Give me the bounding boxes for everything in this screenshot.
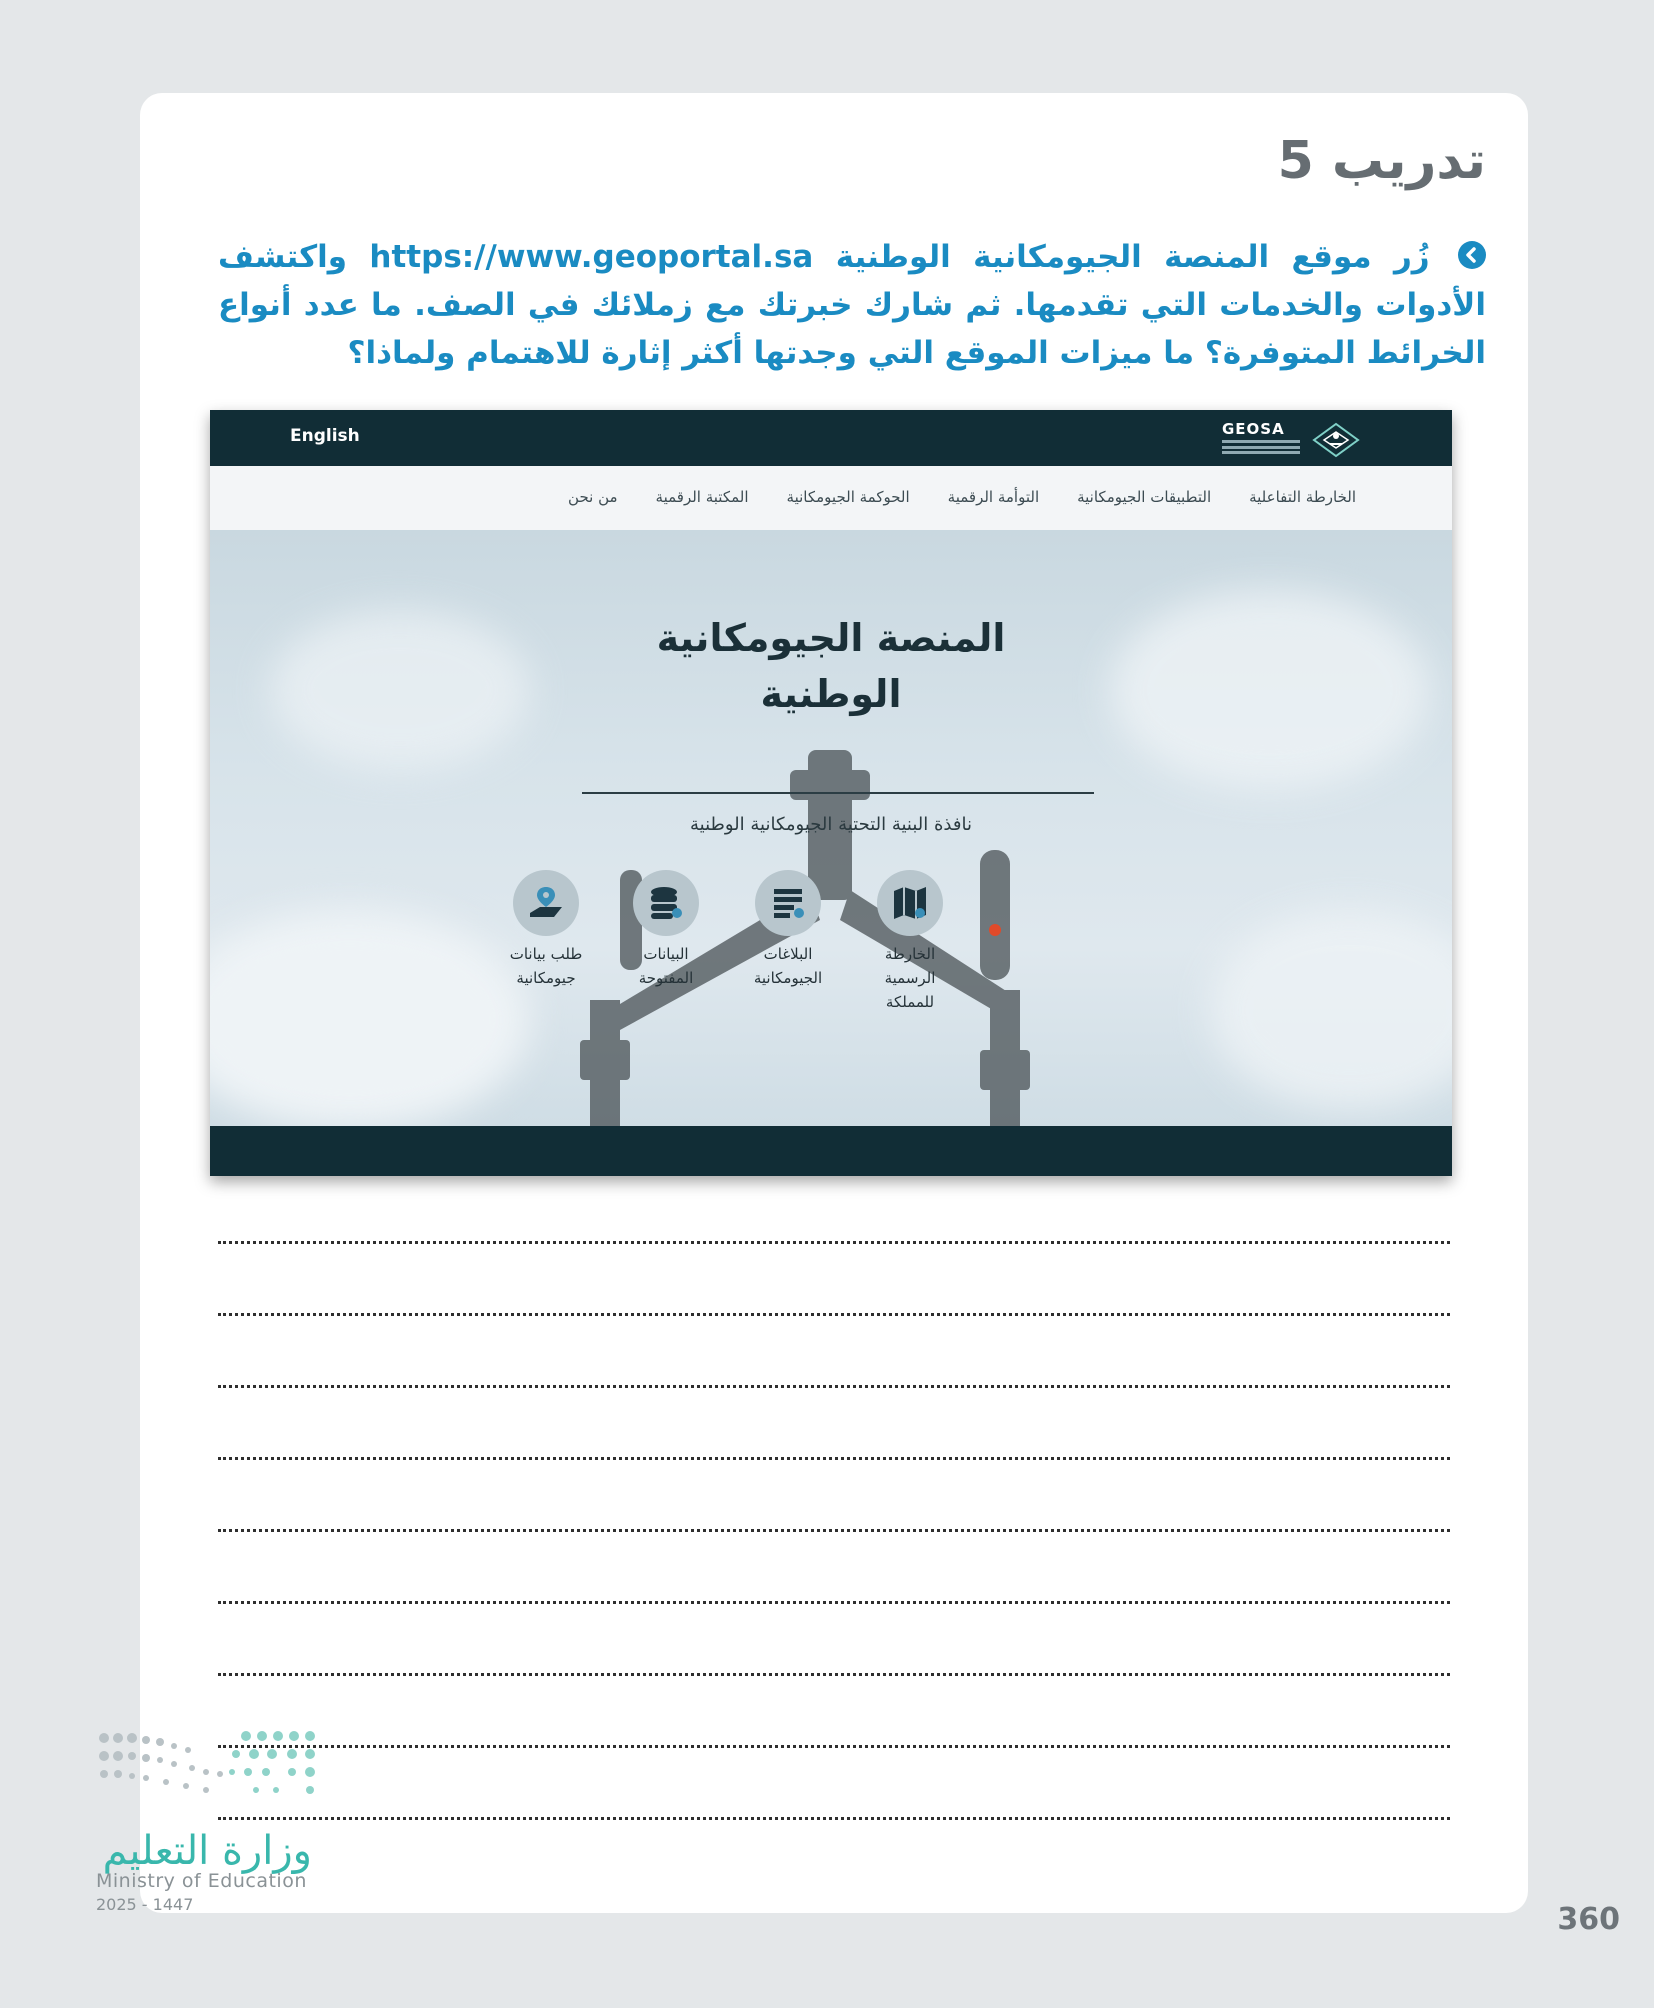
location-pin-icon [513,870,579,936]
nav-list [568,488,1356,506]
hero-title-line1: المنصة الجيومكانية [656,616,1006,660]
service-label-line2: جيومكانية [516,969,576,987]
hero-divider [582,792,1094,794]
service-open-data[interactable] [606,870,726,990]
service-geo-reports[interactable] [728,870,848,990]
service-geo-data-request[interactable] [486,870,606,990]
service-label-line2: المفتوحة [638,969,694,987]
map-icon [877,870,943,936]
site-navbar [210,466,1452,530]
service-label-line1: طلب بيانات [509,945,583,963]
ministry-of-education-logo [96,1728,326,1914]
ministry-name-english: Ministry of Education [96,1870,307,1892]
question-url: https://www.geoportal.sa [369,239,814,275]
hero-title [210,610,1452,722]
site-footer-bar [210,1126,1452,1176]
chevron-left-bullet-icon [1458,241,1486,269]
answer-line[interactable] [218,1601,1450,1604]
page-number: 360 [1557,1902,1620,1937]
service-label-line1: البلاغات [763,945,813,963]
nav-item-geospatial-governance[interactable]: الحوكمة الجيومكانية [786,488,910,506]
geosa-logo-subtext-lines [1222,440,1300,443]
exercise-question [218,233,1486,377]
nav-item-about-us[interactable]: من نحن [568,488,618,506]
question-text-part2: واكتشف الأدوات والخدمات التي تقدمها. ثم شارك خبرتك مع زملائك في الصف. ما عدد أنواع الخرائط المتوفرة؟ ما ميزات الموقع التي وجدتها أكثر إثارة للاهتمام ولماذا؟ [218,239,1486,371]
cloud-decoration [210,910,530,1130]
report-list-icon [755,870,821,936]
hero-subtitle: نافذة البنية التحتية الجيومكانية الوطنية [690,814,972,835]
question-text-part1: زُر موقع المنصة الجيومكانية الوطنية [835,239,1430,275]
geoportal-screenshot [210,410,1452,1176]
answer-line[interactable] [218,1385,1450,1388]
hero-section [210,530,1452,1126]
cloud-decoration [1210,910,1452,1110]
service-label-line2: الرسمية [884,969,936,987]
geosa-logo-text: GEOSA [1222,420,1285,438]
database-icon [633,870,699,936]
answer-line[interactable] [218,1817,1450,1820]
exercise-heading: تدريب 5 [1277,131,1486,191]
service-label-line1: الخارطة [884,945,936,963]
answer-line[interactable] [218,1457,1450,1460]
site-topbar [210,410,1452,466]
language-switch-link[interactable]: English [290,426,360,446]
ministry-dots-logo-icon [96,1728,326,1818]
geosa-logo[interactable] [1222,418,1362,462]
nav-item-digital-twin[interactable]: التوأمة الرقمية [947,488,1040,506]
answer-line[interactable] [218,1673,1450,1676]
hero-title-line2: الوطنية [760,672,902,716]
service-label-line2: الجيومكانية [753,969,823,987]
exercise-card [140,93,1528,1913]
nav-item-geospatial-apps[interactable]: التطبيقات الجيومكانية [1077,488,1212,506]
service-label-line3: للمملكة [885,993,935,1011]
ministry-name-arabic: وزارة التعليم [102,1828,312,1874]
answer-line[interactable] [218,1529,1450,1532]
answer-line[interactable] [218,1241,1450,1244]
edition-year: 2025 - 1447 [96,1895,194,1914]
service-label-line1: البيانات [643,945,689,963]
nav-item-digital-library[interactable]: المكتبة الرقمية [655,488,749,506]
answer-line[interactable] [218,1313,1450,1316]
service-official-map[interactable] [850,870,970,1014]
geosa-emblem-icon [1310,418,1362,462]
answer-line[interactable] [218,1745,1450,1748]
nav-item-interactive-map[interactable]: الخارطة التفاعلية [1249,488,1356,506]
